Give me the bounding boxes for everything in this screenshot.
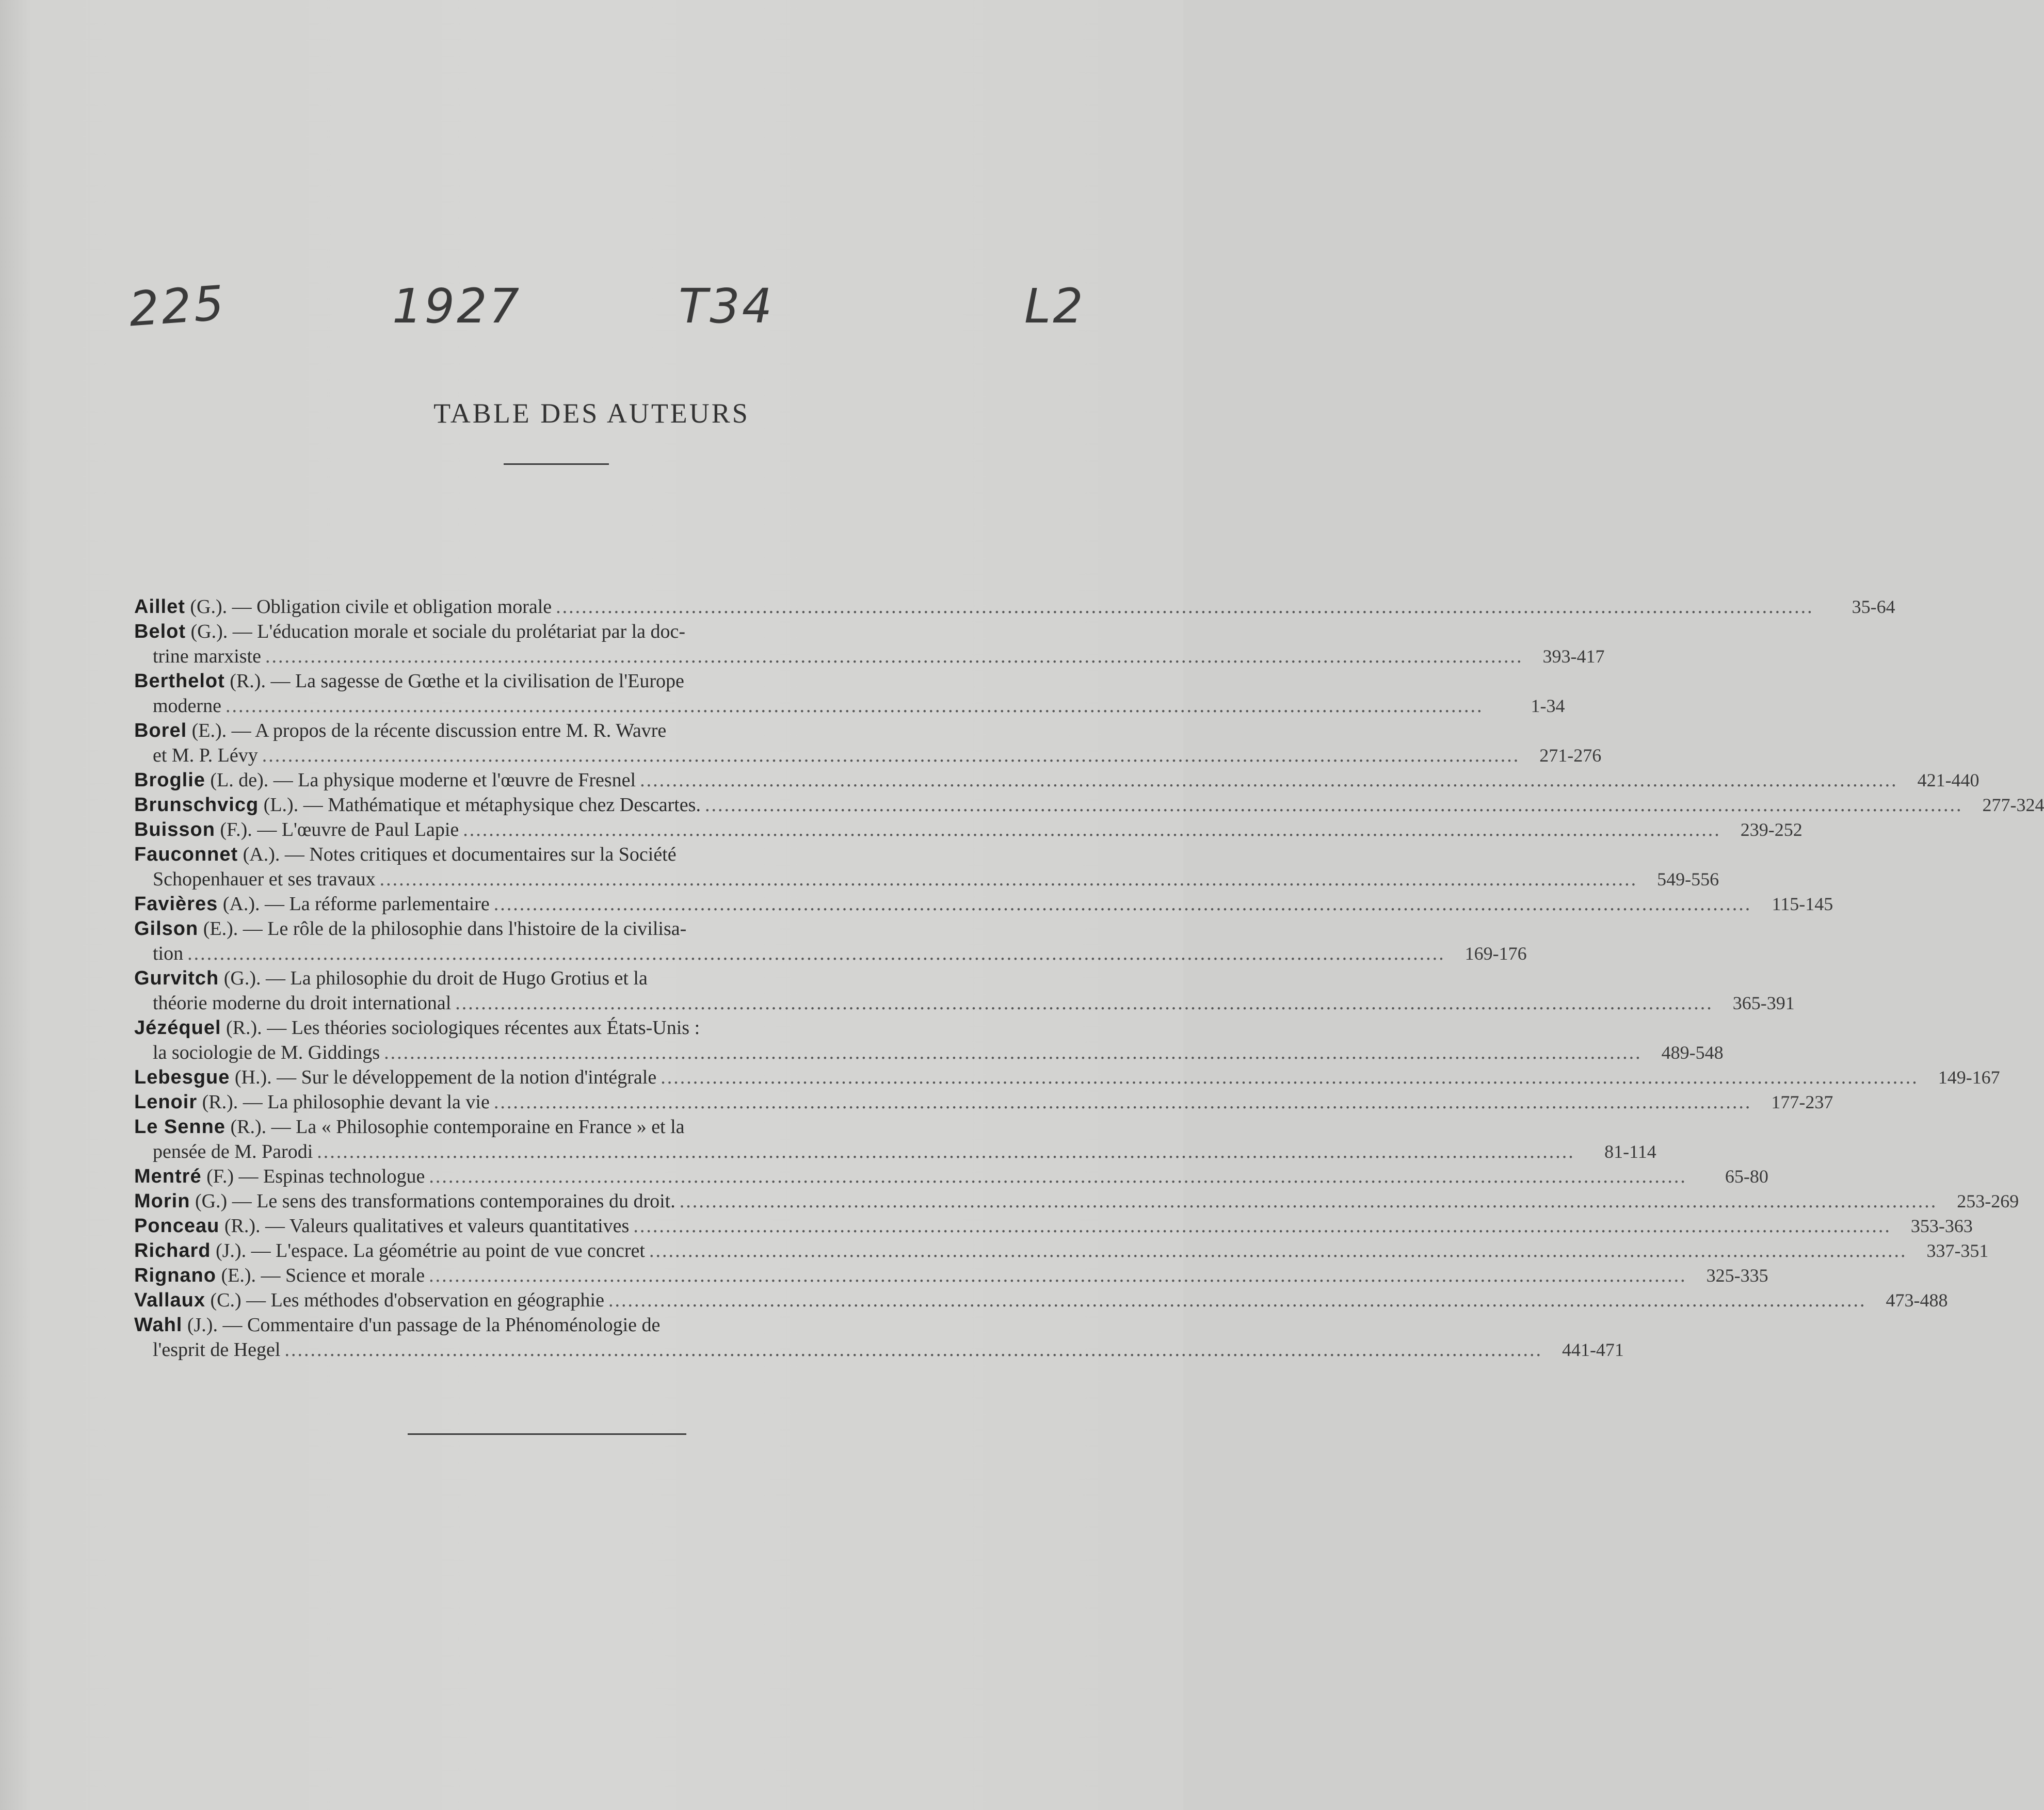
entry-text (134, 966, 648, 991)
author-name: Wahl (134, 1314, 183, 1336)
author-name: Favières (134, 893, 218, 915)
page-range: 337-351 (1926, 1240, 1989, 1261)
entry-text (134, 1065, 656, 1090)
article-title: — A propos de la récente discussion entre M. R. Wavre (227, 720, 667, 741)
author-initials: (G.) (190, 1190, 228, 1212)
leader-dots (317, 1139, 1575, 1164)
handwritten-note-volume: T34 (679, 279, 775, 334)
entry-text (134, 892, 490, 916)
article-title: — La réforme parlementaire (260, 893, 490, 915)
author-initials: (F.). (215, 819, 252, 841)
author-name: Morin (134, 1190, 190, 1212)
index-entry (134, 1214, 1973, 1238)
entry-text (134, 1238, 645, 1263)
author-name: Berthelot (134, 670, 225, 692)
entry-text (134, 1164, 425, 1189)
page-range: 271-276 (1539, 745, 1602, 766)
index-entry (134, 1090, 1833, 1114)
entry-text (134, 1189, 675, 1214)
author-name: Brunschvicg (134, 794, 259, 816)
index-entry-continuation (134, 991, 1795, 1015)
closing-rule (408, 1433, 686, 1435)
entry-text (134, 1114, 685, 1139)
author-name: Le Senne (134, 1116, 226, 1138)
article-title: — Valeurs qualitatives et valeurs quantitatives (260, 1215, 630, 1237)
index-entry-continuation (134, 743, 1602, 768)
leader-dots (463, 817, 1721, 842)
author-initials: (R.). (219, 1215, 261, 1237)
page-title: TABLE DES AUTEURS (433, 398, 750, 429)
leader-dots (705, 793, 1963, 817)
leader-dots (380, 867, 1638, 892)
handwritten-note-year: 1927 (392, 279, 522, 334)
article-title: — Le rôle de la philosophie dans l'histoire de la civilisa- (238, 918, 687, 940)
handwritten-note-4: L2 (1024, 279, 1085, 334)
author-initials: (J.). (182, 1314, 218, 1336)
article-title: — La sagesse de Gœthe et la civilisation de l'Europe (265, 670, 684, 692)
leader-dots (429, 1164, 1687, 1189)
article-title-continuation: et M. P. Lévy (153, 745, 258, 766)
index-entry-continuation (134, 1040, 1724, 1065)
leader-dots (494, 1090, 1752, 1114)
entry-text (134, 1090, 490, 1114)
index-entry (134, 768, 1979, 793)
author-initials: (E.). (216, 1265, 256, 1286)
index-entry (134, 842, 969, 867)
index-entry-continuation (134, 644, 1605, 669)
index-entry (134, 1288, 1948, 1313)
page-range: 35-64 (1852, 596, 1895, 617)
author-name: Buisson (134, 819, 215, 841)
index-entry (134, 1164, 1768, 1189)
entry-text (134, 619, 685, 644)
page-range: 1-34 (1531, 696, 1565, 716)
page-range: 239-252 (1740, 819, 1802, 840)
index-entry (134, 1114, 969, 1139)
article-title: — L'éducation morale et sociale du prolétariat par la doc- (228, 621, 686, 642)
article-title-continuation: tion (153, 943, 184, 964)
index-entry (134, 892, 1833, 916)
author-initials: (L.). (259, 794, 299, 816)
article-title: — Espinas technologue (233, 1166, 425, 1187)
entry-text (134, 718, 666, 743)
page-range: 473-488 (1886, 1290, 1948, 1311)
author-name: Gilson (134, 918, 199, 940)
author-name: Gurvitch (134, 967, 219, 989)
author-name: Jézéquel (134, 1017, 221, 1039)
article-title: — Science et morale (256, 1265, 425, 1286)
index-entry (134, 793, 2044, 817)
leader-dots (265, 644, 1523, 669)
author-initials: (A.). (218, 893, 260, 915)
article-title: — La philosophie devant la vie (238, 1091, 490, 1113)
leader-dots (262, 743, 1520, 768)
page-range: 115-145 (1772, 894, 1833, 914)
article-title: — L'œuvre de Paul Lapie (252, 819, 459, 841)
article-title: — La philosophie du droit de Hugo Grotius et la (261, 967, 648, 989)
leader-dots (680, 1189, 1938, 1214)
article-title: — La « Philosophie contemporaine en France » et la (266, 1116, 685, 1138)
index-entry (134, 718, 969, 743)
page-range: 325-335 (1706, 1265, 1768, 1286)
page-range: 421-440 (1917, 770, 1979, 790)
page-range: 149-167 (1938, 1067, 2000, 1088)
page-range: 393-417 (1542, 646, 1605, 667)
author-name: Aillet (134, 596, 185, 618)
author-initials: (C.) (205, 1289, 242, 1311)
index-entry (134, 1015, 969, 1040)
article-title: — Sur le développement de la notion d'intégrale (271, 1066, 657, 1088)
author-name: Fauconnet (134, 844, 238, 865)
entry-text (134, 768, 636, 793)
leader-dots (429, 1263, 1687, 1288)
author-name: Lebesgue (134, 1066, 230, 1088)
index-entry (134, 1313, 969, 1337)
index-entry (134, 916, 969, 941)
page-range: 65-80 (1725, 1166, 1768, 1187)
leader-dots (608, 1288, 1866, 1313)
index-entry (134, 619, 969, 644)
article-title-continuation: trine marxiste (153, 645, 261, 667)
page-range: 177-237 (1771, 1092, 1833, 1112)
index-entry (134, 1263, 1768, 1288)
page-range: 253-269 (1957, 1191, 2019, 1211)
article-title-continuation: l'esprit de Hegel (153, 1339, 281, 1361)
leader-dots (284, 1337, 1542, 1362)
entry-text (134, 669, 684, 693)
index-entry-continuation (134, 941, 1527, 966)
leader-dots (649, 1238, 1907, 1263)
page-range: 441-471 (1562, 1339, 1624, 1360)
page-range: 277-324 (1982, 795, 2044, 815)
index-entry-continuation (134, 1139, 1656, 1164)
leader-dots (633, 1214, 1891, 1238)
author-initials: (R.). (225, 1116, 267, 1138)
index-entry (134, 966, 969, 991)
author-initials: (R.). (224, 670, 266, 692)
author-initials: (E.). (187, 720, 227, 741)
page-range: 81-114 (1604, 1141, 1656, 1162)
author-name: Borel (134, 720, 187, 741)
leader-dots (187, 941, 1445, 966)
index-entry (134, 669, 969, 693)
author-name: Richard (134, 1240, 211, 1262)
leader-dots (226, 693, 1484, 718)
index-entry-continuation (134, 867, 1719, 892)
leader-dots (661, 1065, 1919, 1090)
leader-dots (556, 594, 1814, 619)
leader-dots (494, 892, 1752, 916)
leader-dots (384, 1040, 1642, 1065)
title-rule (504, 463, 609, 465)
article-title: — Le sens des transformations contemporaines du droit. (227, 1190, 675, 1212)
article-title: — Commentaire d'un passage de la Phénoménologie de (217, 1314, 661, 1336)
author-name: Vallaux (134, 1289, 205, 1311)
article-title-continuation: moderne (153, 695, 221, 717)
handwritten-note-1: 225 (127, 275, 228, 337)
page-range: 365-391 (1732, 993, 1795, 1013)
page-range: 353-363 (1910, 1216, 1973, 1236)
author-initials: (L. de). (205, 769, 269, 791)
entry-text (134, 1263, 425, 1288)
page-range: 169-176 (1464, 943, 1527, 964)
author-initials: (J.). (211, 1240, 247, 1262)
index-entry (134, 817, 1802, 842)
entry-text (134, 842, 677, 867)
entry-text (134, 916, 686, 941)
index-entry-continuation (134, 1337, 1624, 1362)
author-initials: (F.) (201, 1166, 234, 1187)
article-title: — Mathématique et métaphysique chez Descartes. (298, 794, 701, 816)
author-name: Rignano (134, 1265, 216, 1286)
index-entry (134, 1065, 2000, 1090)
author-initials: (E.). (198, 918, 238, 940)
index-entry-continuation (134, 693, 1565, 718)
entry-text (134, 1313, 660, 1337)
entry-text (134, 1214, 629, 1238)
author-initials: (R.). (221, 1017, 262, 1039)
page-range: 549-556 (1657, 869, 1719, 890)
author-initials: (H.). (230, 1066, 272, 1088)
author-initials: (G.). (219, 967, 261, 989)
author-initials: (G.). (186, 621, 228, 642)
leader-dots (455, 991, 1713, 1015)
article-title: — L'espace. La géométrie au point de vue concret (246, 1240, 645, 1262)
entry-text (134, 817, 459, 842)
index-entry (134, 1238, 1989, 1263)
article-title: — Notes critiques et documentaires sur la Société (280, 844, 677, 865)
index-entry (134, 594, 1895, 619)
leader-dots (640, 768, 1898, 793)
author-name: Ponceau (134, 1215, 220, 1237)
author-name: Mentré (134, 1166, 202, 1187)
entry-text (134, 1015, 700, 1040)
article-title-continuation: Schopenhauer et ses travaux (153, 868, 376, 890)
article-title-continuation: théorie moderne du droit international (153, 992, 452, 1014)
author-initials: (R.). (197, 1091, 238, 1113)
article-title: — Les théories sociologiques récentes aux États-Unis : (262, 1017, 700, 1039)
author-initials: (G.). (185, 596, 228, 618)
article-title: — La physique moderne et l'œuvre de Fresnel (268, 769, 636, 791)
author-name: Broglie (134, 769, 205, 791)
index-entry (134, 1189, 2019, 1214)
article-title-continuation: la sociologie de M. Giddings (153, 1042, 380, 1063)
author-name: Lenoir (134, 1091, 198, 1113)
entry-text (134, 594, 552, 619)
article-title: — Obligation civile et obligation morale (227, 596, 552, 618)
author-initials: (A.). (238, 844, 280, 865)
page-range: 489-548 (1661, 1042, 1724, 1063)
article-title: — Les méthodes d'observation en géographie (241, 1289, 604, 1311)
entry-text (134, 793, 701, 817)
article-title-continuation: pensée de M. Parodi (153, 1141, 313, 1162)
author-index (134, 594, 2044, 1362)
author-name: Belot (134, 621, 186, 642)
entry-text (134, 1288, 604, 1313)
